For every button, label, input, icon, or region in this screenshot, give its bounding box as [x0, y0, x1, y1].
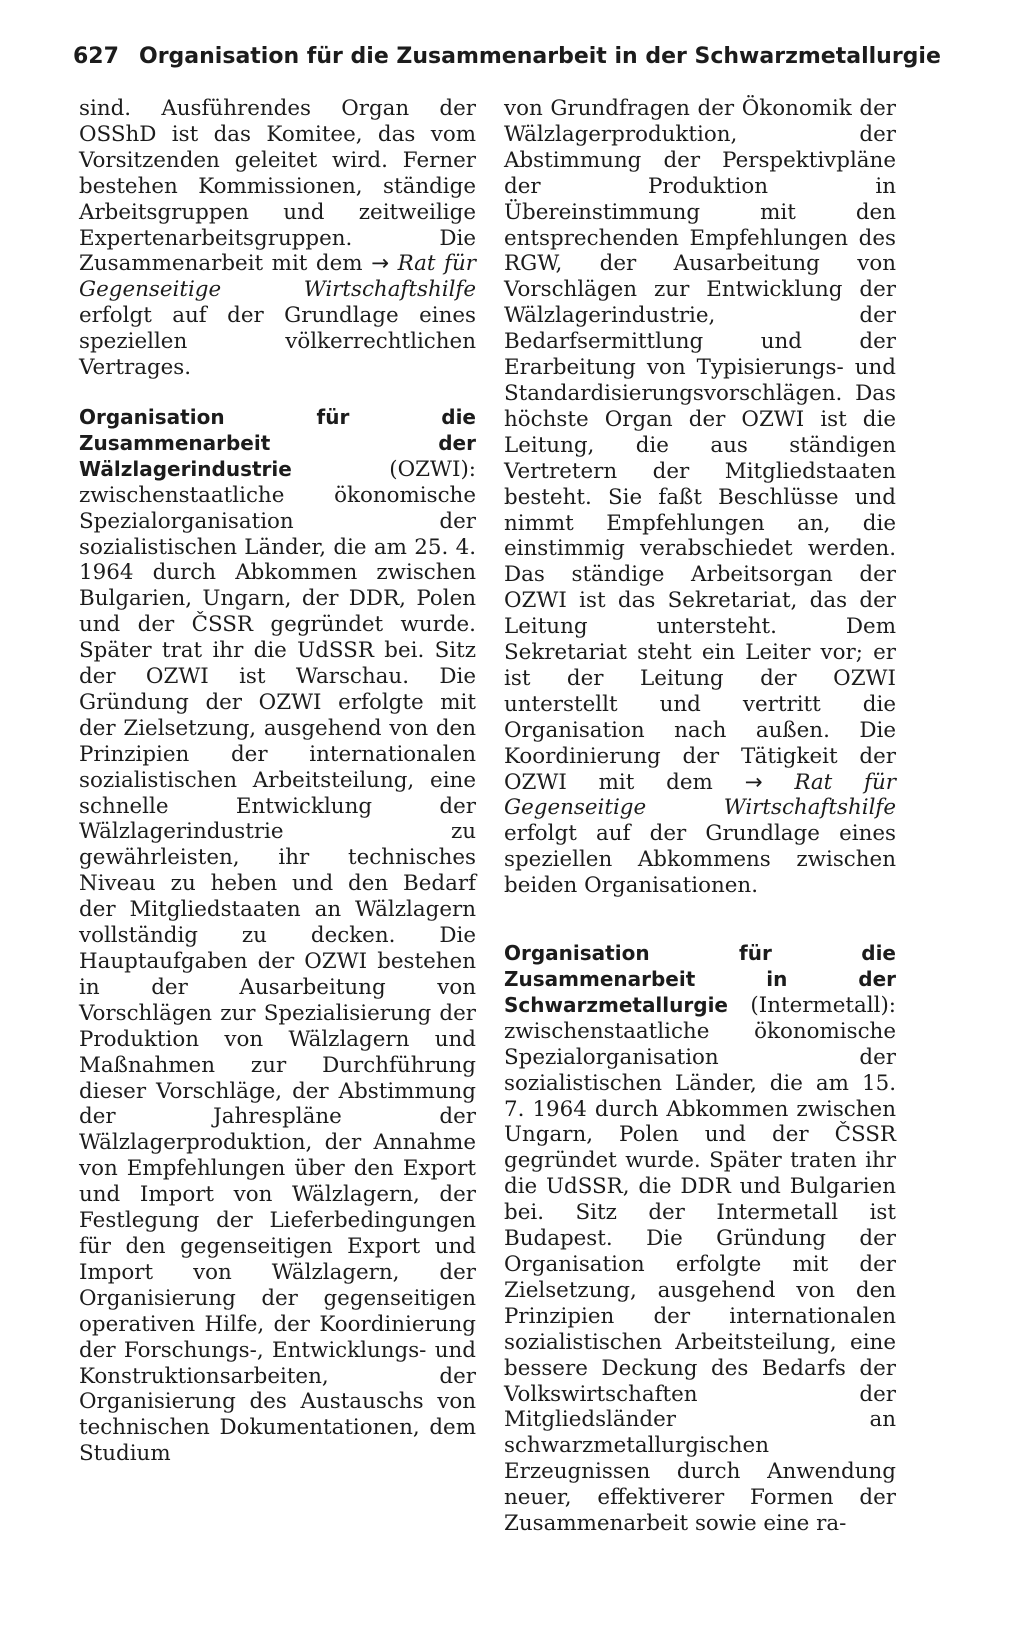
entry-title: Organisation für die Zusammenarbeit der Wälzlagerindustrie [79, 404, 476, 481]
right-column [504, 96, 896, 1537]
left-column [79, 96, 476, 1467]
cross-reference-arrow-icon: → [371, 251, 390, 277]
cross-reference-link: Rat für Gegenseitige Wirtschaftshilfe [79, 251, 476, 303]
running-title: Organisation für die Zusammenarbeit in der Schwarzmetallurgie [139, 44, 941, 69]
paragraph-text: von Grundfragen der Ökonomik der Wälzlagerproduktion, der Abstimmung der Perspektivpläne der Produktion in Übereinstimmung mit den entsprechenden Empfehlungen des RGW, der Ausarbeitung von Vorschlägen zur Entwicklung der Wälzlagerindustrie, der Bedarfsermittlung und der Erarbeitung von Typisierungs- und Standardisierungsvorschlägen. Das höchste Organ der OZWI ist die Leitung, die aus ständigen Vertretern der Mitgliedstaaten besteht. Sie faßt Beschlüsse und nimmt Empfehlungen an, die einstimmig verabschiedet werden. Das ständige Arbeitsorgan der OZWI ist das Sekretariat, das der Leitung untersteht. Dem Sekretariat steht ein Leiter vor; er ist der Leitung der OZWI unterstellt und vertritt die Organisation nach außen. Die Koordinierung der Tätigkeit der OZWI mit dem [504, 96, 896, 795]
entry-ozwi [79, 405, 476, 1467]
paragraph-text-end: erfolgt auf der Grundlage eines speziellen völkerrechtlichen Vertrages. [79, 303, 476, 381]
cross-reference-arrow-icon: → [744, 769, 763, 795]
continuation-paragraph [79, 96, 476, 381]
paragraph-text-end: erfolgt auf der Grundlage eines speziellen Abkommens zwischen beiden Organisationen. [504, 821, 896, 899]
cross-reference-link: Rat für Gegenseitige Wirtschaftshilfe [504, 769, 896, 821]
continuation-paragraph [504, 96, 896, 899]
paragraph-text: sind. Ausführendes Organ der OSShD ist das Komitee, das vom Vorsitzenden geleitet wird. Ferner bestehen Kommissionen, ständige Arbeitsgruppen und zeitweilige Expertenarbeitsgruppen. Die Zusammenarbeit mit dem [79, 96, 476, 277]
entry-text: (OZWI): zwischenstaatliche ökonomische Spezialorganisation der sozialistischen Länder, die am 25. 4. 1964 durch Abkommen zwischen Bulgarien, Ungarn, der DDR, Polen und der ČSSR gegründet wurde. Später trat ihr die UdSSR bei. Sitz der OZWI ist Warschau. Die Gründung der OZWI erfolgte mit der Zielsetzung, ausgehend von den Prinzipien der internationalen sozialistischen Arbeitsteilung, eine schnelle Entwicklung der Wälzlagerindustrie zu gewährleisten, ihr technisches Niveau zu heben und den Bedarf der Mitgliedstaaten an Wälzlagern vollständig zu decken. Die Hauptaufgaben der OZWI bestehen in der Ausarbeitung von Vorschlägen zur Spezialisierung der Produktion von Wälzlagern und Maßnahmen zur Durchführung dieser Vorschläge, der Abstimmung der Jahrespläne der Wälzlagerproduktion, der Annahme von Empfehlungen über den Export und Import von Wälzlagern, der Festlegung der Lieferbedingungen für den gegenseitigen Export und Import von Wälzlagern, der Organisierung der gegenseitigen operativen Hilfe, der Koordinierung der Forschungs-, Entwicklungs- und Konstruktionsarbeiten, der Organisierung des Austauschs von technischen Dokumentationen, dem Studium [79, 456, 476, 1467]
page-number: 627 [73, 44, 119, 69]
entry-title: Organisation für die Zusammenarbeit in der Schwarzmetallurgie [504, 941, 896, 1017]
running-header [73, 44, 941, 69]
entry-text: (Intermetall): zwischenstaatliche ökonomische Spezialorganisation der sozialistischen Länder, die am 15. 7. 1964 durch Abkommen zwischen Ungarn, Polen und der ČSSR gegründet wurde. Später traten ihr die UdSSR, die DDR und Bulgarien bei. Sitz der Intermetall ist Budapest. Die Gründung der Organisation erfolgte mit der Zielsetzung, ausgehend von den Prinzipien der internationalen sozialistischen Arbeitsteilung, eine bessere Deckung des Bedarfs der Volkswirtschaften der Mitgliedsländer an schwarzmetallurgischen Erzeugnissen durch Anwendung neuer, effektiverer Formen der Zusammenarbeit sowie eine ra- [504, 992, 896, 1537]
entry-intermetall [504, 941, 896, 1537]
